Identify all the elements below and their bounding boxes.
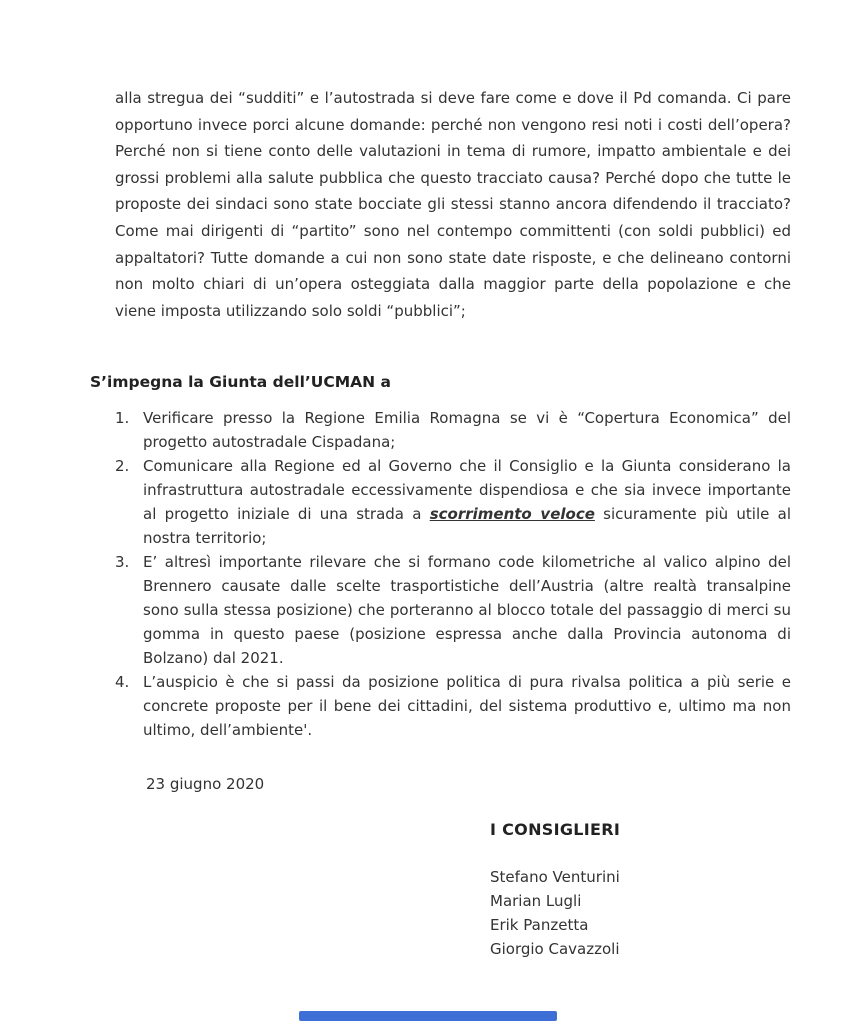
horizontal-scrollbar-thumb[interactable] [299, 1011, 557, 1021]
list-item-text-segment: sicuramente più utile al nostra territorio; [143, 505, 791, 547]
list-item-4 [115, 670, 791, 742]
document-date: 23 giugno 2020 [146, 775, 265, 793]
emphasized-phrase: scorrimento veloce [429, 505, 595, 523]
signature-heading: I CONSIGLIERI [490, 820, 621, 839]
commitment-heading: S’impegna la Giunta dell’UCMAN a [90, 373, 391, 391]
list-item-number: 1. [115, 409, 130, 427]
list-item-text [143, 670, 791, 742]
list-item-text-segment: Comunicare alla Regione ed al Governo che il Consiglio e la Giunta considerano la infrastruttura autostradale eccessivamente dispendiosa e che sia invece importante al progetto iniziale di una strada a [143, 457, 791, 523]
commitments-list [115, 406, 791, 742]
list-item-text-segment: E’ altresì importante rilevare che si formano code kilometriche al valico alpino del Brennero causate dalle scelte trasportistiche dell’Austria (altre realtà transalpine sono sulla stessa posizione) che porteranno al blocco totale del passaggio di merci su gomma in questo paese (posizione espressa anche dalla Provincia autonoma di Bolzano) dal 2021. [143, 553, 791, 667]
list-item-number: 2. [115, 457, 130, 475]
intro-paragraph: alla stregua dei “sudditi” e l’autostrada si deve fare come e dove il Pd comanda. Ci pare opportuno invece porci alcune domande: perché non vengono resi noti i costi dell’opera? Perché non si tiene conto delle valutazioni in tema di rumore, impatto ambientale e dei grossi problemi alla salute pubblica che questo tracciato causa? Perché dopo che tutte le proposte dei sindaci sono state bocciate gli stessi stanno ancora difendendo il tracciato? Come mai dirigenti di “partito” sono nel contempo committenti (con soldi pubblici) ed appaltatori? Tutte domande a cui non sono state date risposte, e che delineano contorni non molto chiari di un’opera osteggiata dalla maggior parte della popolazione e che viene imposta utilizzando solo soldi “pubblici”; [115, 89, 791, 320]
list-item-text-segment: L’auspicio è che si passi da posizione politica di pura rivalsa politica a più serie e concrete proposte per il bene dei cittadini, del sistema produttivo e, ultimo ma non ultimo, dell’ambiente'. [143, 673, 791, 739]
list-item-text-segment: Verificare presso la Regione Emilia Romagna se vi è “Copertura Economica” del progetto autostradale Cispadana; [143, 409, 791, 451]
signatory-name: Giorgio Cavazzoli [490, 940, 620, 958]
signatory-name: Marian Lugli [490, 892, 582, 910]
signatory-name: Stefano Venturini [490, 868, 620, 886]
list-item-number: 4. [115, 673, 130, 691]
list-item-1 [115, 406, 791, 454]
list-item-text [143, 550, 791, 670]
list-item-text [143, 454, 791, 550]
list-item-2 [115, 454, 791, 550]
signatories-list [490, 865, 620, 961]
list-item-text [143, 406, 791, 454]
signatory-name: Erik Panzetta [490, 916, 589, 934]
list-item-3 [115, 550, 791, 670]
list-item-number: 3. [115, 553, 130, 571]
